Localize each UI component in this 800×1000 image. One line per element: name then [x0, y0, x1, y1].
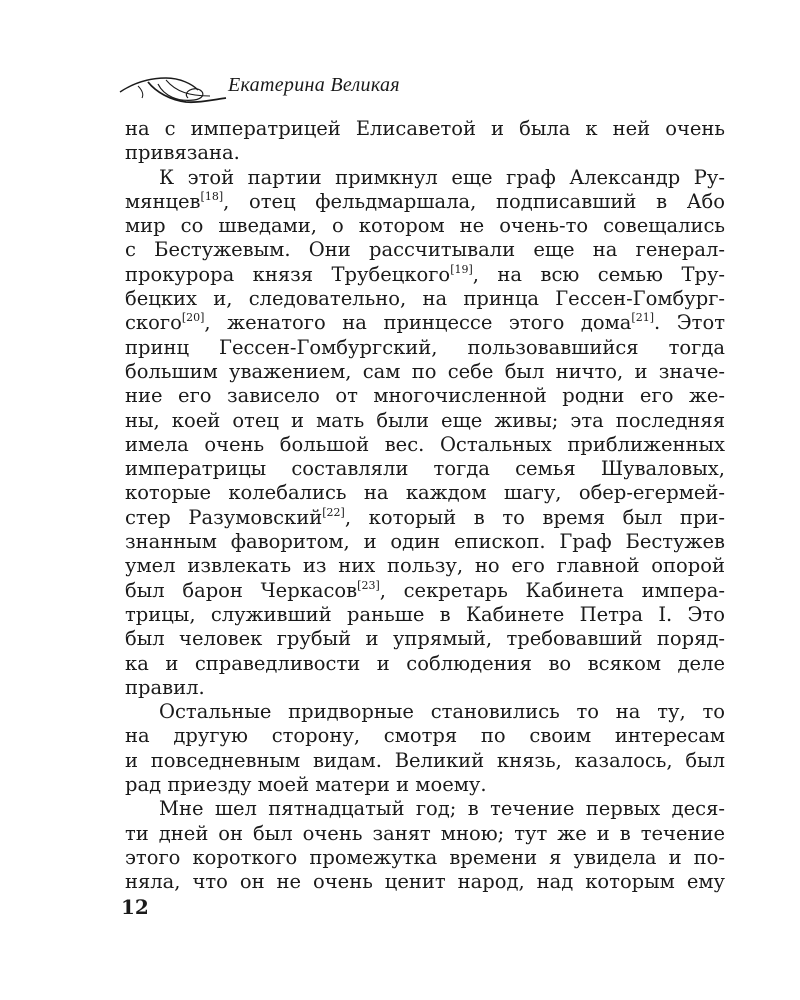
footnote-marker: [19]: [450, 262, 473, 276]
text-run: рад приезду моей матери и моему.: [125, 773, 487, 797]
text-line: [125, 238, 725, 262]
text-line: [125, 214, 725, 238]
text-line: [125, 846, 725, 870]
text-line: [125, 506, 725, 530]
text-line: [125, 676, 725, 700]
text-line: [125, 360, 725, 384]
text-run: , который в то время был при-: [344, 505, 725, 529]
text-run: на с императрицей Елисаветой и была к ней очень: [125, 117, 725, 140]
text-run: на другую сторону, смотря по своим интересам: [125, 724, 725, 748]
text-line: [125, 530, 725, 554]
text-run: с Бестужевым. Они рассчитывали еще на генерал-: [125, 238, 725, 262]
text-run: которые колебались на каждом шагу, обер-егермей-: [125, 481, 725, 505]
text-line: [125, 822, 725, 846]
text-run: Остальные придворные становились то на ту, то: [159, 700, 725, 724]
text-run: был человек грубый и упрямый, требовавший поряд-: [125, 627, 725, 651]
text-run: трицы, служивший раньше в Кабинете Петра I. Это: [125, 602, 725, 626]
text-line: [125, 409, 725, 433]
text-line: [125, 481, 725, 505]
text-line: [125, 627, 725, 651]
footnote-marker: [18]: [200, 189, 224, 203]
footnote-marker: [21]: [631, 311, 655, 325]
text-line: [125, 700, 725, 724]
text-run: умел извлекать из них пользу, но его главной опорой: [125, 554, 725, 578]
flourish-ornament-icon: [118, 62, 228, 110]
text-run: , секретарь Кабинета импера-: [379, 578, 725, 602]
text-run: этого короткого промежутка времени я увидела и по-: [125, 845, 725, 869]
page-number: 12: [121, 895, 149, 919]
text-run: ка и справедливости и соблюдения во всяком деле: [125, 651, 725, 675]
text-run: , отец фельдмаршала, подписавший в Або: [223, 189, 725, 213]
body-text: [125, 117, 725, 895]
text-run: , женатого на принцессе этого дома: [204, 311, 632, 335]
text-line: [125, 457, 725, 481]
text-run: принц Гессен-Гомбургский, пользовавшийся тогда: [125, 335, 725, 359]
text-run: большим уважением, сам по себе был ничто, и значе-: [125, 359, 725, 383]
text-run: и повседневным видам. Великий князь, казалось, был: [125, 748, 725, 772]
running-header: [118, 62, 718, 112]
running-title: Екатерина Великая: [228, 74, 400, 96]
text-line: [125, 554, 725, 578]
text-run: стер Разумовский: [125, 505, 323, 529]
text-run: ны, коей отец и мать были еще живы; эта последняя: [125, 408, 725, 432]
text-run: прокурора князя Трубецкого: [125, 262, 451, 286]
text-line: [125, 870, 725, 894]
text-line: [125, 287, 725, 311]
text-run: был барон Черкасов: [125, 578, 358, 602]
text-line: [125, 797, 725, 821]
text-run: Мне шел пятнадцатый год; в течение первых деся-: [159, 797, 725, 821]
text-run: ти дней он был очень занят мною; тут же и в течение: [125, 821, 725, 845]
text-run: ского: [125, 311, 182, 335]
text-line: [125, 166, 725, 190]
text-run: ние его зависело от многочисленной родни его же-: [125, 384, 725, 408]
text-run: имела очень большой вес. Остальных приближенных: [125, 432, 725, 456]
text-line: [125, 117, 725, 141]
text-line: [125, 384, 725, 408]
text-run: привязана.: [125, 141, 240, 165]
text-run: , на всю семью Тру-: [472, 262, 726, 286]
text-run: мянцев: [125, 189, 201, 213]
text-line: [125, 433, 725, 457]
text-line: [125, 263, 725, 287]
text-line: [125, 773, 725, 797]
text-line: [125, 579, 725, 603]
text-run: императрицы составляли тогда семья Шуваловых,: [125, 457, 725, 481]
text-line: [125, 141, 725, 165]
text-line: [125, 190, 725, 214]
footnote-marker: [20]: [181, 311, 205, 325]
text-run: . Этот: [654, 311, 725, 335]
footnote-marker: [23]: [357, 578, 380, 592]
text-line: [125, 336, 725, 360]
text-run: правил.: [125, 675, 205, 699]
text-run: знанным фаворитом, и один епископ. Граф Бестужев: [125, 530, 725, 554]
text-line: [125, 652, 725, 676]
text-line: [125, 311, 725, 335]
text-line: [125, 603, 725, 627]
text-run: К этой партии примкнул еще граф Александр Ру-: [159, 165, 725, 189]
text-line: [125, 724, 725, 748]
text-run: бецких и, следовательно, на принца Гессен-Гомбург-: [125, 287, 725, 311]
text-run: мир со шведами, о котором не очень-то совещались: [125, 214, 725, 238]
text-line: [125, 749, 725, 773]
footnote-marker: [22]: [322, 505, 345, 519]
text-run: няла, что он не очень ценит народ, над которым ему: [125, 870, 725, 894]
